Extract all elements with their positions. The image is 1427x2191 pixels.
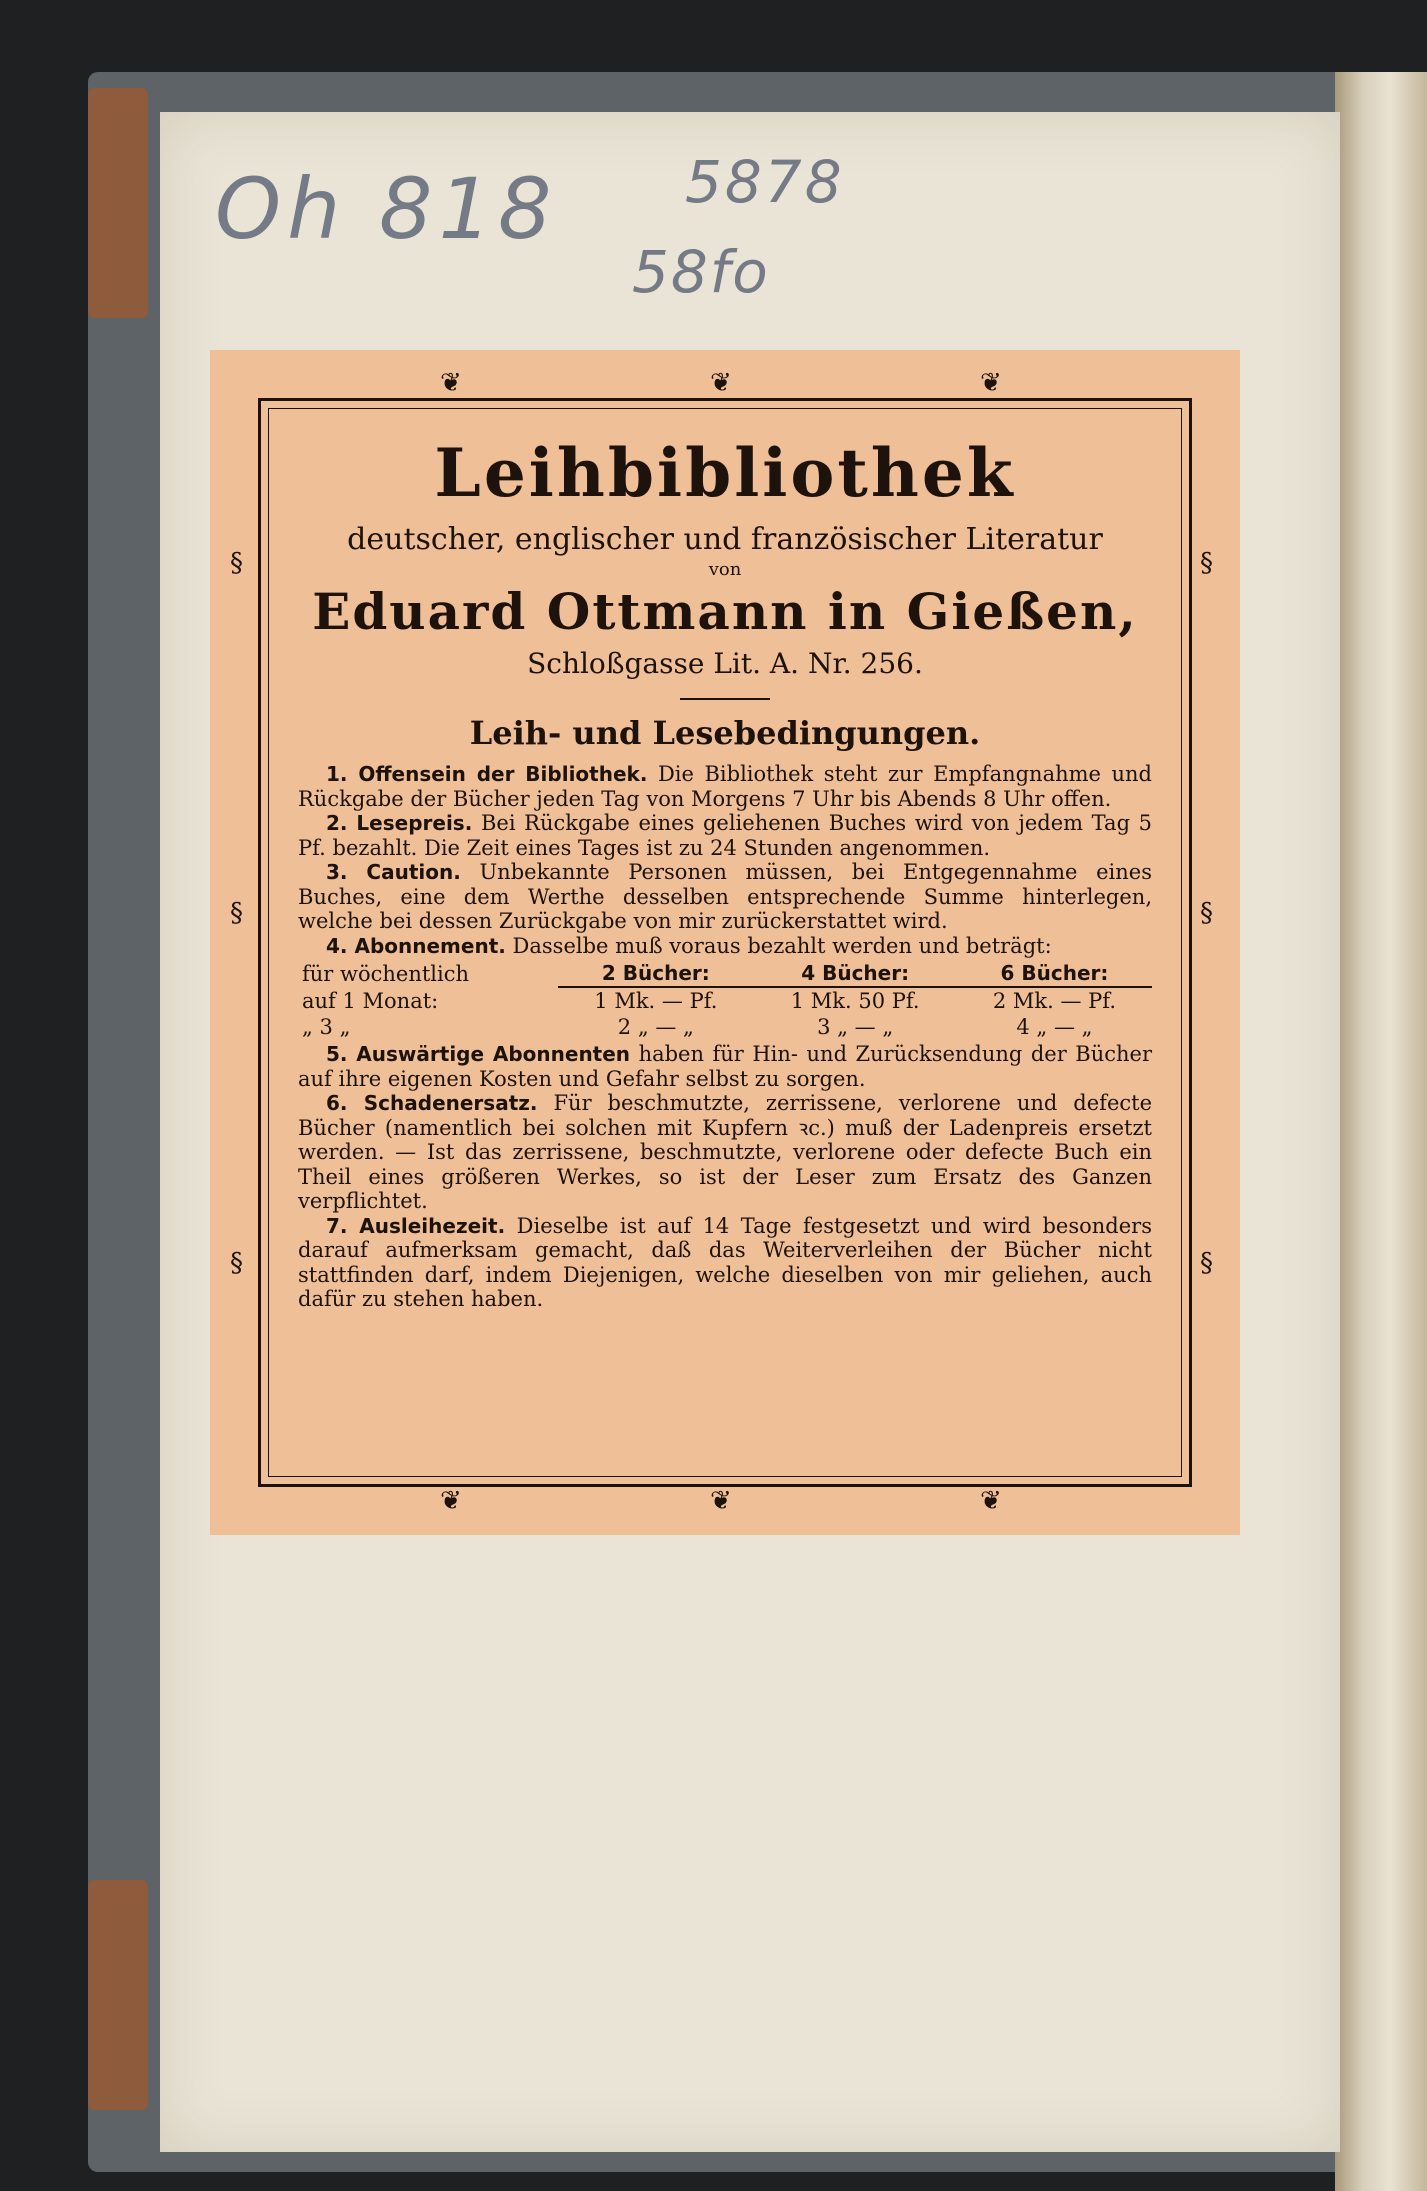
divider [680, 698, 770, 700]
conditions-title: Leih- und Lesebedingungen. [469, 714, 981, 752]
rule-2-head: 2. Lesepreis. [326, 811, 473, 835]
ornament-top-icon: ❦ [440, 368, 462, 398]
ornament-right-icon: § [1200, 898, 1213, 928]
label-title: Leihbibliothek [434, 434, 1016, 512]
leather-corner-bottom [88, 1880, 148, 2110]
label-von: von [708, 559, 742, 580]
rule-3 [298, 860, 1152, 934]
rule-5-text: haben für Hin- und Zurücksendung der Bücher auf ihre eigenen Kosten und Gefahr selbst zu sorgen. [298, 1042, 1152, 1091]
rule-4 [298, 934, 1152, 959]
label-subtitle: deutscher, englischer und französischer Literatur [347, 522, 1103, 557]
price-header: 6 Bücher: [957, 960, 1152, 987]
rule-6 [298, 1091, 1152, 1214]
price-row-label: auf 1 Monat: [302, 988, 439, 1013]
price-cell: 3 „ — „ [817, 1015, 894, 1039]
price-cell: 2 Mk. — Pf. [992, 989, 1117, 1013]
price-row [298, 1014, 1152, 1040]
price-row-label: „ 3 „ [302, 1015, 351, 1039]
label-content [298, 420, 1152, 1445]
price-cell: 1 Mk. — Pf. [594, 989, 718, 1013]
rule-3-head: 3. Caution. [326, 860, 461, 884]
ornament-left-icon: § [230, 548, 243, 578]
ornament-bottom-icon: ❦ [980, 1486, 1002, 1516]
ornament-left-icon: § [230, 1248, 243, 1278]
rule-6-head: 6. Schadenersatz. [326, 1091, 538, 1115]
ornament-bottom-icon: ❦ [440, 1486, 462, 1516]
pencil-number-top: 5878 [685, 148, 845, 216]
rule-5-head: 5. Auswärtige Abonnenten [326, 1042, 631, 1066]
rule-4-head: 4. Abonnement. [326, 933, 506, 958]
price-table [298, 960, 1152, 1040]
price-col-label: für wöchentlich [302, 961, 470, 986]
price-header: 4 Bücher: [753, 960, 957, 987]
label-address: Schloßgasse Lit. A. Nr. 256. [527, 647, 923, 680]
ornament-left-icon: § [230, 898, 243, 928]
price-header: 2 Bücher: [558, 960, 753, 987]
library-label [210, 350, 1240, 1535]
pencil-number-bottom: 58fo [632, 238, 770, 306]
rule-7-head: 7. Ausleihezeit. [326, 1213, 506, 1238]
ornament-top-icon: ❦ [980, 368, 1002, 398]
ornament-right-icon: § [1200, 1248, 1213, 1278]
rule-4-text: Dasselbe muß voraus bezahlt werden und beträgt: [512, 933, 1052, 958]
rule-2 [298, 811, 1152, 860]
page-edge [1335, 72, 1427, 2191]
rule-7 [298, 1214, 1152, 1312]
rule-1-text: Die Bibliothek steht zur Empfangnahme und Rückgabe der Bücher jeden Tag von Morgens 7 Uhr bis Abends 8 Uhr offen. [298, 762, 1152, 811]
price-row [298, 987, 1152, 1014]
label-publisher: Eduard Ottmann in Gießen, [312, 582, 1138, 641]
leather-corner-top [88, 88, 148, 318]
conditions-list [298, 762, 1152, 1312]
price-header-row [298, 960, 1152, 987]
rule-7-text: Dieselbe ist auf 14 Tage festgesetzt und wird besonders darauf aufmerksam gemacht, daß das Weiterverleihen der Bücher nicht stattfinden darf, indem Diejenigen, welche dieselben von mir geliehen, auch dafür zu stehen haben. [298, 1213, 1152, 1311]
pencil-shelfmark: Oh 818 [215, 160, 558, 258]
rule-1-head: 1. Offensein der Bibliothek. [326, 762, 648, 786]
rule-6-text: Für beschmutzte, zerrissene, verlorene und defecte Bücher (namentlich bei solchen mit Kupfern ꝛc.) muß der Ladenpreis ersetzt werden. — Ist das zerrissene, beschmutzte, verlorene oder defecte Buch ein Theil eines größeren Werkes, so ist der Leser zum Ersatz des Ganzen verpflichtet. [298, 1091, 1152, 1213]
rule-2-text: Bei Rückgabe eines geliehenen Buches wird von jedem Tag 5 Pf. bezahlt. Die Zeit eines Tages ist zu 24 Stunden angenommen. [298, 811, 1153, 860]
rule-3-text: Unbekannte Personen müssen, bei Entgegennahme eines Buches, eine dem Werthe desselben entsprechende Summe hinterlegen, welche bei dessen Zurückgabe von mir zurückerstattet wird. [298, 860, 1152, 933]
price-cell: 4 „ — „ [1016, 1015, 1093, 1039]
rule-1 [298, 762, 1152, 811]
ornament-bottom-icon: ❦ [710, 1486, 732, 1516]
ornament-right-icon: § [1200, 548, 1213, 578]
price-cell: 1 Mk. 50 Pf. [790, 989, 920, 1013]
ornament-top-icon: ❦ [710, 368, 732, 398]
rule-5 [298, 1042, 1152, 1091]
price-cell: 2 „ — „ [617, 1015, 694, 1039]
